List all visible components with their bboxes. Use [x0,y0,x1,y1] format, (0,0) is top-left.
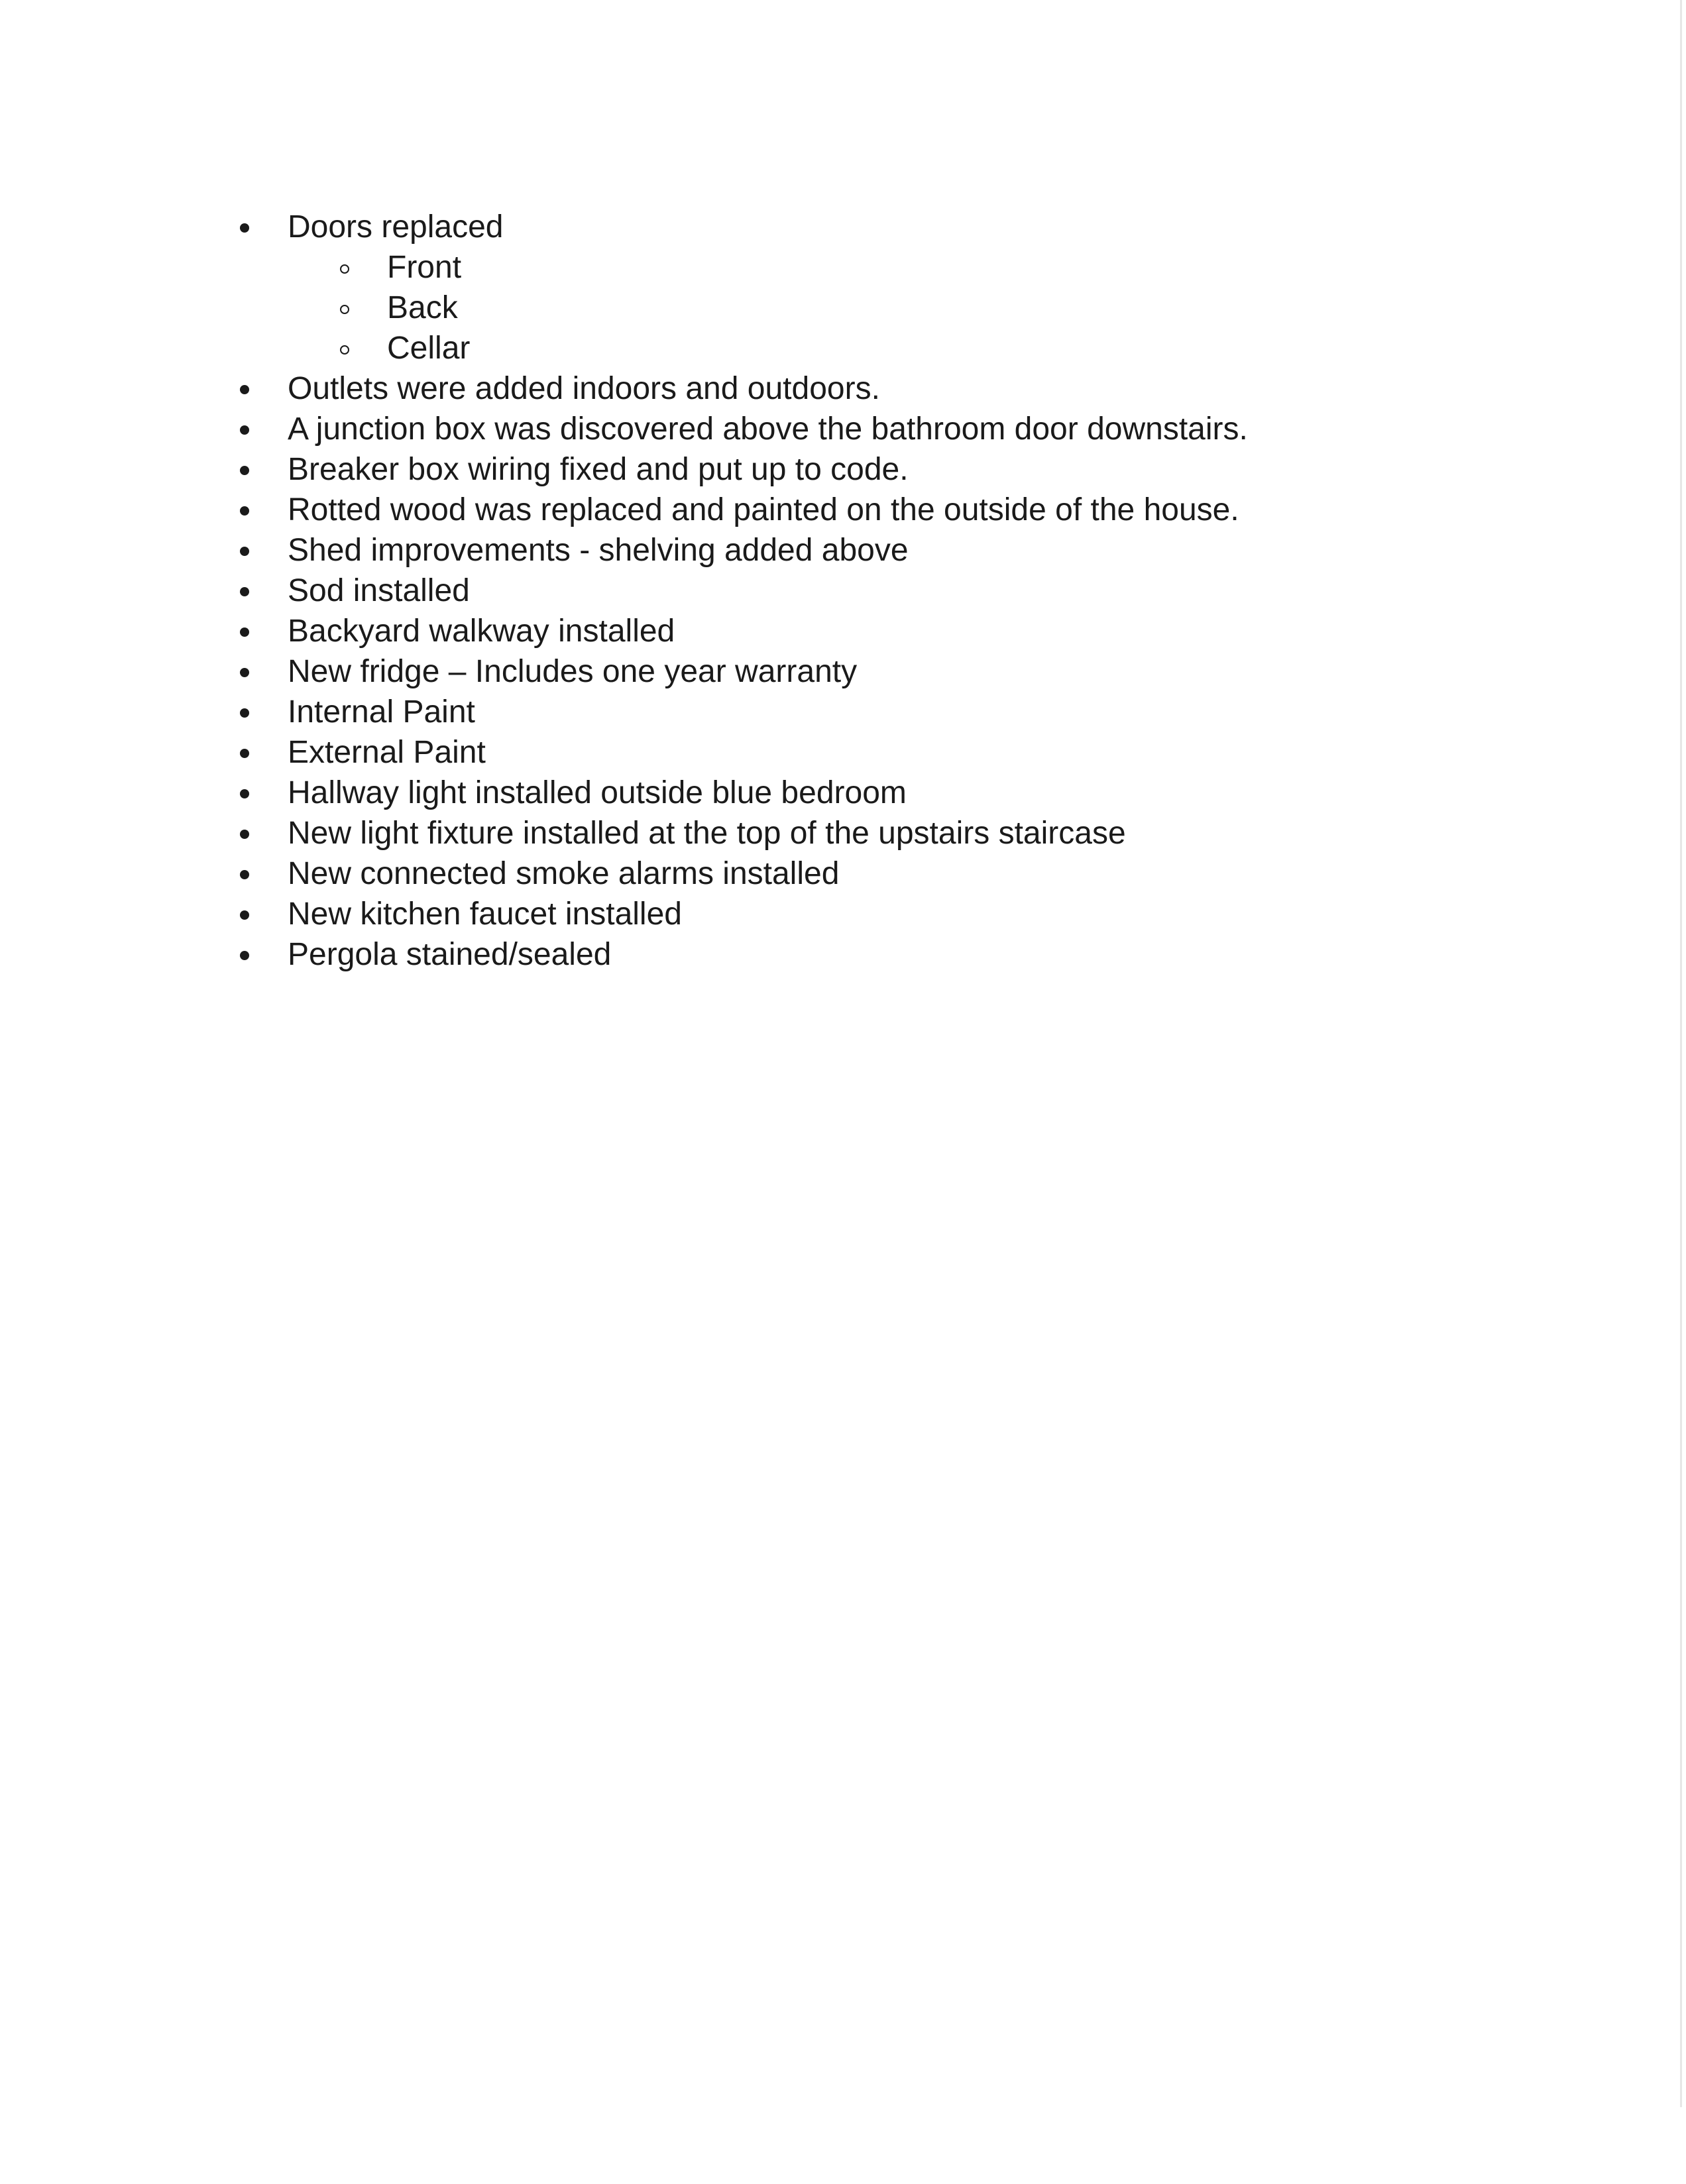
hollow-bullet-icon [340,345,349,355]
list-item [235,449,1248,490]
sub-list-item [235,247,1248,288]
list-item [235,692,1248,732]
list-item [235,813,1248,853]
list-item [235,894,1248,934]
list-item-label: Doors replaced [288,209,504,245]
list-item-label: Backyard walkway installed [288,614,675,649]
list-item-label: Back [387,290,458,325]
list-item-label: Breaker box wiring fixed and put up to code. [288,452,909,487]
hollow-bullet-icon [340,305,349,314]
sub-list-item [235,328,1248,368]
hollow-bullet-icon [340,264,349,274]
list-item [235,368,1248,409]
list-item-label: New connected smoke alarms installed [288,856,840,891]
list-item-label: Sod installed [288,573,470,608]
list-item-label: New fridge – Includes one year warranty [288,654,858,689]
list-item [235,530,1248,571]
list-item-label: Internal Paint [288,694,475,730]
sub-list-item [235,288,1248,328]
list-item-label: Cellar [387,331,471,366]
list-item [235,409,1248,449]
bullet-icon [240,668,249,677]
list-item [235,732,1248,773]
list-item [235,207,1248,247]
bullet-icon [240,587,249,596]
bullet-icon [240,789,249,798]
bullet-icon [240,708,249,718]
list-item [235,773,1248,813]
list-item [235,571,1248,611]
list-item-label: A junction box was discovered above the bathroom door downstairs. [288,411,1248,447]
bullet-icon [240,466,249,475]
improvements-list [235,207,1248,975]
list-item [235,490,1248,530]
scan-edge-line [1680,0,1682,2107]
bullet-icon [240,749,249,758]
list-item-label: Pergola stained/sealed [288,937,612,972]
bullet-icon [240,425,249,435]
list-item [235,934,1248,975]
list-item-label: Rotted wood was replaced and painted on the outside of the house. [288,492,1239,527]
list-item-label: Outlets were added indoors and outdoors. [288,371,880,406]
list-item [235,853,1248,894]
bullet-icon [240,385,249,394]
list-item [235,611,1248,651]
list-item-label: Front [387,250,462,285]
bullet-icon [240,830,249,839]
list-item-label: New kitchen faucet installed [288,897,682,932]
list-item [235,651,1248,692]
list-item-label: Shed improvements - shelving added above [288,533,909,568]
bullet-icon [240,547,249,556]
bullet-icon [240,628,249,637]
bullet-icon [240,910,249,920]
list-item-label: New light fixture installed at the top of the upstairs staircase [288,816,1126,851]
bullet-icon [240,870,249,879]
list-item-label: Hallway light installed outside blue bedroom [288,775,907,810]
list-item-label: External Paint [288,735,486,770]
bullet-icon [240,506,249,516]
bullet-icon [240,951,249,960]
bullet-icon [240,223,249,233]
